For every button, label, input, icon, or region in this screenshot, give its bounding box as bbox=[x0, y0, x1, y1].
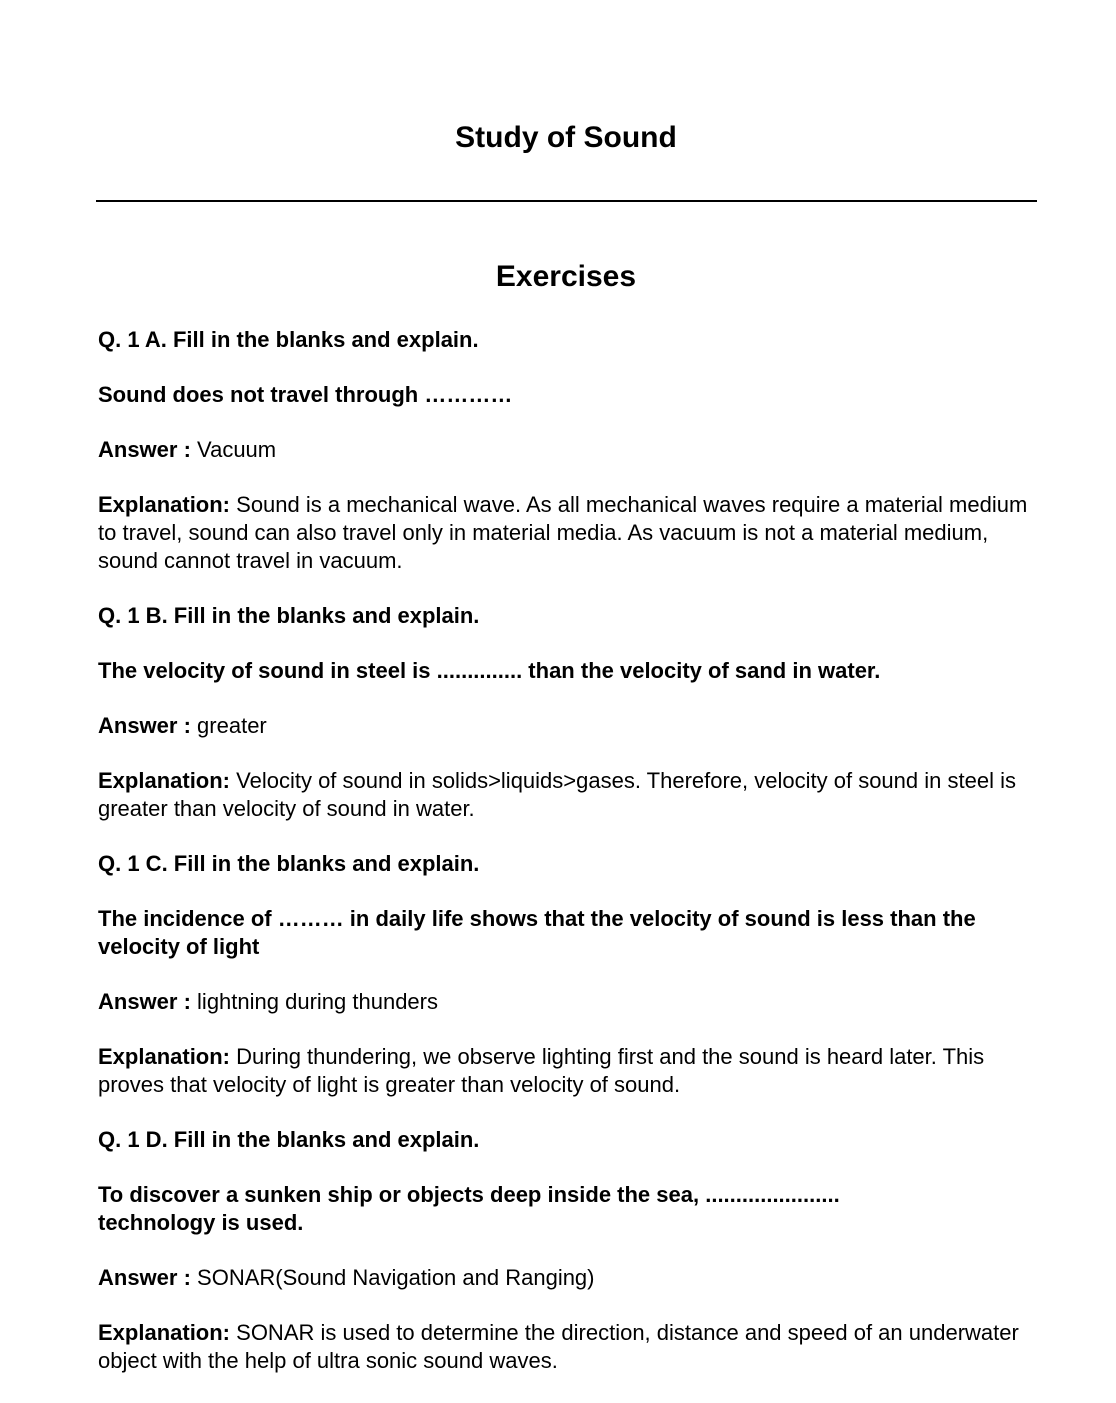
answer-label: Answer : bbox=[98, 437, 191, 462]
answer-line bbox=[98, 988, 1028, 1016]
answer-label: Answer : bbox=[98, 989, 191, 1014]
explanation-text: SONAR is used to determine the direction, distance and speed of an underwater object with the help of ultra sonic sound waves. bbox=[98, 1320, 1019, 1373]
question-heading: Q. 1 B. Fill in the blanks and explain. bbox=[98, 603, 480, 628]
answer-value: SONAR(Sound Navigation and Ranging) bbox=[197, 1265, 595, 1290]
explanation-label: Explanation: bbox=[98, 492, 231, 517]
explanation-line bbox=[98, 767, 1028, 823]
explanation-label: Explanation: bbox=[98, 768, 231, 793]
question-heading: Q. 1 A. Fill in the blanks and explain. bbox=[98, 327, 479, 352]
explanation-text: Sound is a mechanical wave. As all mechanical waves require a material medium to travel, sound can also travel only in material media. As vacuum is not a material medium, sound cannot travel in vacuum. bbox=[98, 492, 1028, 573]
question-heading: Q. 1 C. Fill in the blanks and explain. bbox=[98, 851, 480, 876]
question-block bbox=[98, 326, 1028, 575]
question-heading: Q. 1 D. Fill in the blanks and explain. bbox=[98, 1127, 480, 1152]
explanation-line bbox=[98, 491, 1028, 575]
question-block bbox=[98, 1126, 1028, 1375]
explanation-label: Explanation: bbox=[98, 1320, 231, 1345]
answer-label: Answer : bbox=[98, 1265, 191, 1290]
question-statement: The incidence of ……… in daily life shows that the velocity of sound is less than the velocity of light bbox=[98, 906, 976, 959]
answer-line bbox=[98, 436, 1028, 464]
answer-line bbox=[98, 712, 1028, 740]
explanation-line bbox=[98, 1043, 1028, 1099]
answer-value: greater bbox=[197, 713, 267, 738]
explanation-text: During thundering, we observe lighting first and the sound is heard later. This proves that velocity of light is greater than velocity of sound. bbox=[98, 1044, 985, 1097]
question-statement: Sound does not travel through ………… bbox=[98, 382, 513, 407]
answer-value: lightning during thunders bbox=[197, 989, 438, 1014]
question-block bbox=[98, 850, 1028, 1099]
answer-label: Answer : bbox=[98, 713, 191, 738]
explanation-text: Velocity of sound in solids>liquids>gases. Therefore, velocity of sound in steel is greater than velocity of sound in water. bbox=[98, 768, 1016, 821]
answer-value: Vacuum bbox=[197, 437, 277, 462]
explanation-line bbox=[98, 1319, 1028, 1375]
explanation-label: Explanation: bbox=[98, 1044, 231, 1069]
section-title: Exercises bbox=[495, 260, 637, 293]
exercise-list bbox=[98, 326, 1028, 1375]
question-block bbox=[98, 602, 1028, 823]
answer-line bbox=[98, 1264, 1028, 1292]
question-statement: To discover a sunken ship or objects deep inside the sea, ...................... technology is used. bbox=[98, 1182, 840, 1235]
title-divider bbox=[96, 200, 1037, 202]
question-statement: The velocity of sound in steel is .............. than the velocity of sand in water. bbox=[98, 658, 881, 683]
page-title: Study of Sound bbox=[455, 121, 677, 154]
